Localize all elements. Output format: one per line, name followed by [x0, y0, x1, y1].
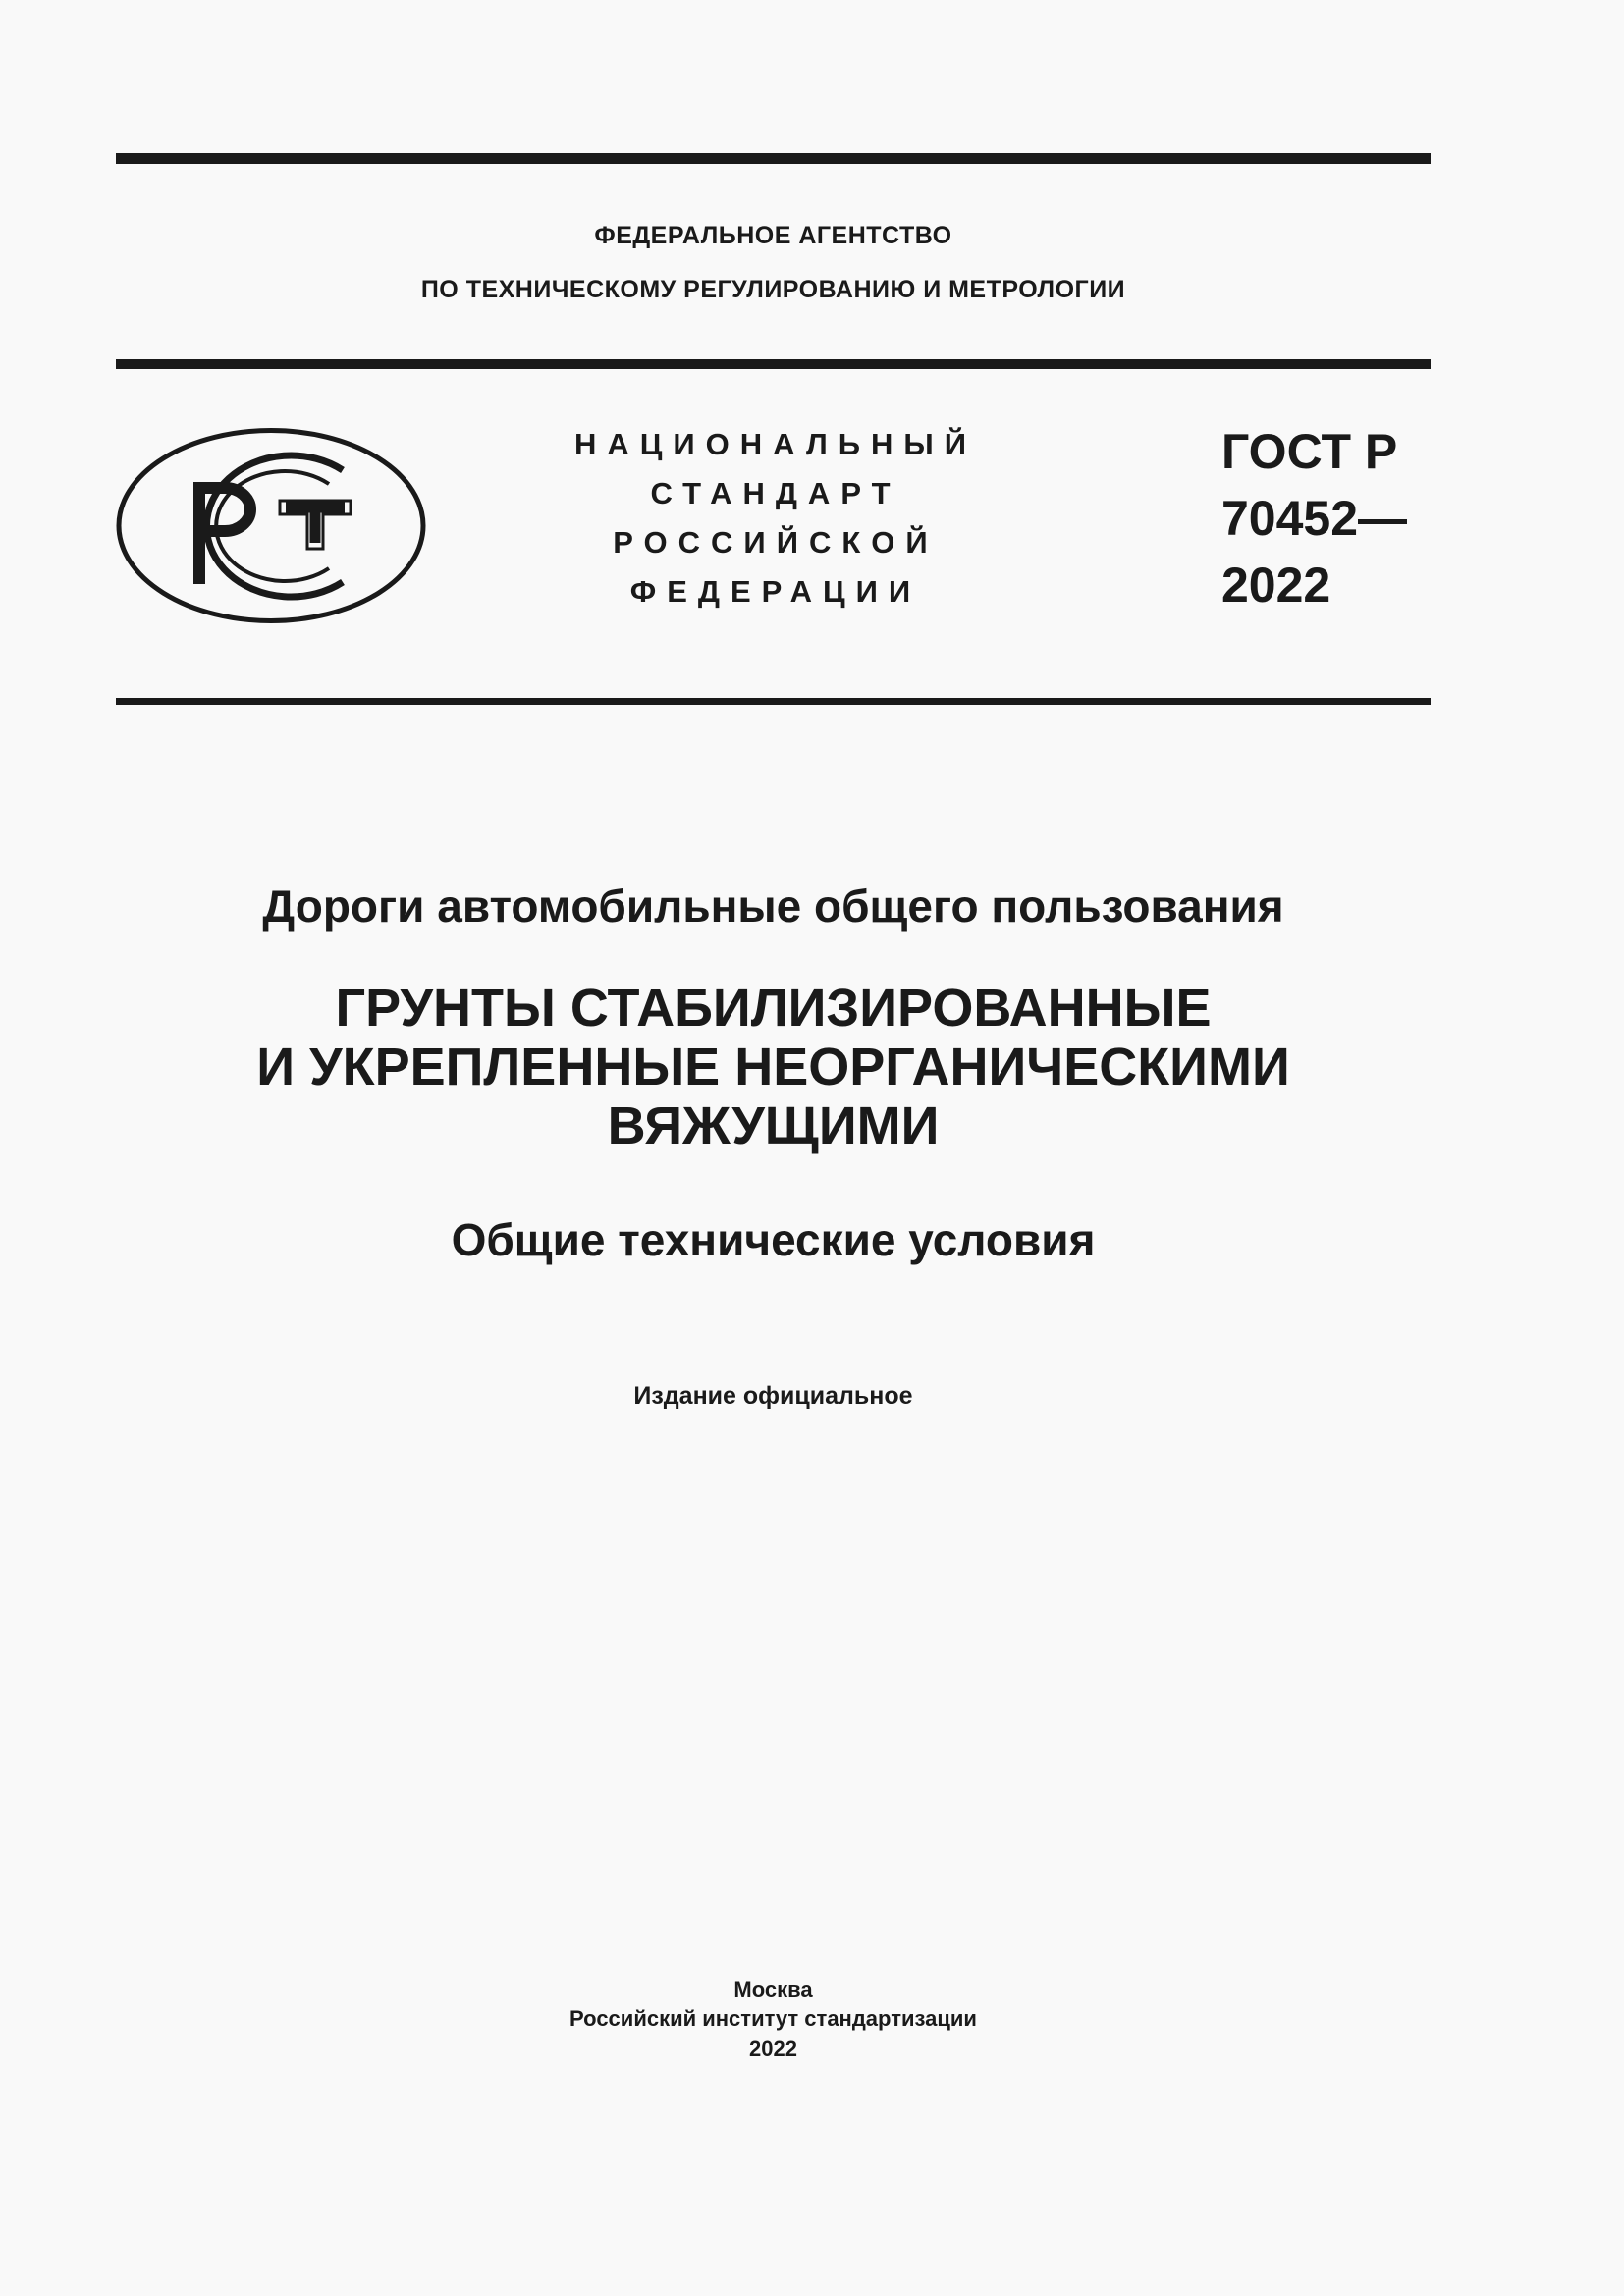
document-title	[116, 979, 1431, 1155]
edition-label: Издание официальное	[633, 1382, 913, 1410]
agency-line-2: ПО ТЕХНИЧЕСКОМУ РЕГУЛИРОВАНИЮ И МЕТРОЛОГИИ	[420, 276, 1126, 303]
title-line-1: ГРУНТЫ СТАБИЛИЗИРОВАННЫЕ	[335, 979, 1212, 1038]
imprint-year: 2022	[749, 2036, 797, 2060]
title-line-3: ВЯЖУЩИМИ	[607, 1096, 940, 1155]
imprint-city: Москва	[733, 1977, 813, 2002]
middle-divider	[116, 359, 1431, 369]
standard-type-line-2: СТАНДАРТ	[650, 476, 901, 510]
designation-line-2: 70452—	[1221, 491, 1408, 546]
title-line-2: И УКРЕПЛЕННЫЕ НЕОРГАНИЧЕСКИМИ	[256, 1038, 1290, 1096]
imprint	[116, 1975, 1431, 2063]
designation-line-3: 2022	[1221, 558, 1331, 613]
document-subtitle: Общие технические условия	[451, 1214, 1096, 1265]
standard-type-line-1: НАЦИОНАЛЬНЫЙ	[573, 427, 978, 461]
agency-line-1: ФЕДЕРАЛЬНОЕ АГЕНТСТВО	[594, 222, 952, 249]
designation-line-1: ГОСТ Р	[1221, 424, 1398, 479]
standard-designation	[1221, 418, 1407, 618]
top-divider	[116, 153, 1431, 164]
rst-logo-icon	[115, 427, 427, 624]
bottom-divider	[116, 698, 1431, 705]
standard-type-line-4: ФЕДЕРАЦИИ	[629, 574, 922, 609]
standard-type-line-3: РОССИЙСКОЙ	[613, 525, 939, 560]
standard-type	[530, 420, 1021, 616]
imprint-publisher: Российский институт стандартизации	[569, 2006, 977, 2031]
title-category: Дороги автомобильные общего пользования	[262, 881, 1284, 932]
